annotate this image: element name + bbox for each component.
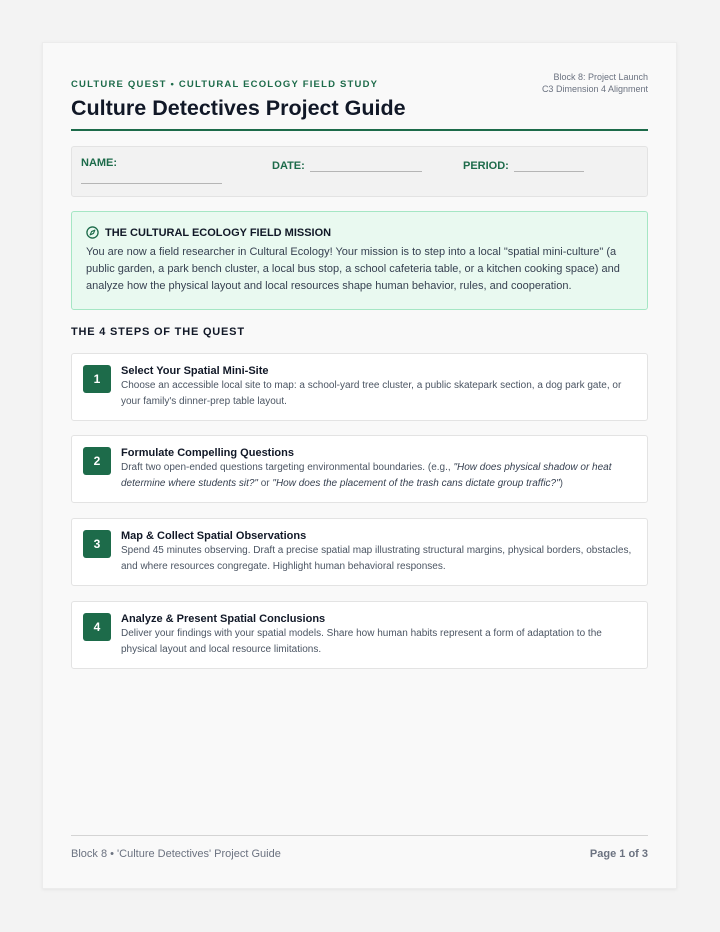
mission-text: You are now a field researcher in Cultural Ecology! Your mission is to step into a local "spatial mini-culture" (a public garden, a park bench cluster, a local bus stop, a school cafeteria table, or a kitchen cooking space) and analyze how the physical layout and local resources shape human behavior, rules, and cooperation. bbox=[86, 246, 620, 292]
step-number-badge: 1 bbox=[83, 365, 111, 393]
step-title: Select Your Spatial Mini-Site bbox=[121, 365, 269, 377]
meta-alignment: C3 Dimension 4 Alignment bbox=[541, 84, 648, 94]
period-blank-line[interactable] bbox=[514, 171, 584, 172]
mission-title: THE CULTURAL ECOLOGY FIELD MISSION bbox=[105, 226, 332, 239]
header-divider bbox=[71, 129, 648, 131]
meta-block: Block 8: Project Launch bbox=[553, 72, 648, 82]
date-field[interactable] bbox=[272, 160, 422, 172]
step-card bbox=[71, 601, 648, 669]
page-kicker: CULTURE QUEST • CULTURAL ECOLOGY FIELD STUDY bbox=[71, 79, 379, 90]
step-description: Choose an accessible local site to map: a school-yard tree cluster, a public skatepark section, a dog park gate, or your family's dinner-prep table layout. bbox=[121, 380, 622, 407]
step-card bbox=[71, 435, 648, 503]
footer-title: Block 8 • 'Culture Detectives' Project Guide bbox=[71, 848, 281, 860]
student-info-box bbox=[71, 146, 648, 197]
example-question-2: "How does the placement of the trash cans dictate group traffic?" bbox=[272, 478, 560, 489]
page-title: Culture Detectives Project Guide bbox=[71, 96, 406, 120]
step-description: Deliver your findings with your spatial models. Share how human habits represent a form of adaptation to the physical layout and local resource limitations. bbox=[121, 628, 602, 655]
steps-heading: THE 4 STEPS OF THE QUEST bbox=[71, 326, 245, 338]
step-description: Spend 45 minutes observing. Draft a precise spatial map illustrating structural margins, physical borders, obstacles, and where resources congregate. Highlight human behavioral responses. bbox=[121, 545, 632, 572]
compass-icon bbox=[86, 226, 99, 239]
date-blank-line[interactable] bbox=[310, 171, 422, 172]
step-title: Analyze & Present Spatial Conclusions bbox=[121, 613, 326, 625]
page-number: Page 1 of 3 bbox=[589, 848, 648, 860]
document-page bbox=[42, 42, 677, 889]
name-field[interactable] bbox=[81, 157, 117, 169]
step-title: Map & Collect Spatial Observations bbox=[121, 530, 307, 542]
step-text-suffix: ) bbox=[559, 478, 564, 489]
step-number-badge: 4 bbox=[83, 613, 111, 641]
name-label: NAME: bbox=[81, 157, 118, 169]
period-field[interactable] bbox=[463, 160, 584, 172]
step-number-badge: 2 bbox=[83, 447, 111, 475]
step-number-badge: 3 bbox=[83, 530, 111, 558]
period-label: PERIOD: bbox=[463, 160, 509, 172]
page-header bbox=[71, 72, 648, 131]
name-blank-line[interactable] bbox=[81, 183, 222, 184]
header-meta bbox=[542, 71, 648, 95]
step-text-prefix: Draft two open-ended questions targeting environmental boundaries. (e.g., bbox=[121, 462, 454, 473]
step-card bbox=[71, 353, 648, 421]
footer-divider bbox=[71, 835, 648, 836]
step-title: Formulate Compelling Questions bbox=[121, 447, 294, 459]
example-question-1: "How does physical shadow or heat determine where students sit?" bbox=[121, 462, 612, 489]
step-text-mid: or bbox=[257, 478, 273, 489]
date-label: DATE: bbox=[272, 160, 305, 172]
step-description bbox=[121, 460, 635, 492]
step-card bbox=[71, 518, 648, 586]
mission-box bbox=[71, 211, 648, 310]
